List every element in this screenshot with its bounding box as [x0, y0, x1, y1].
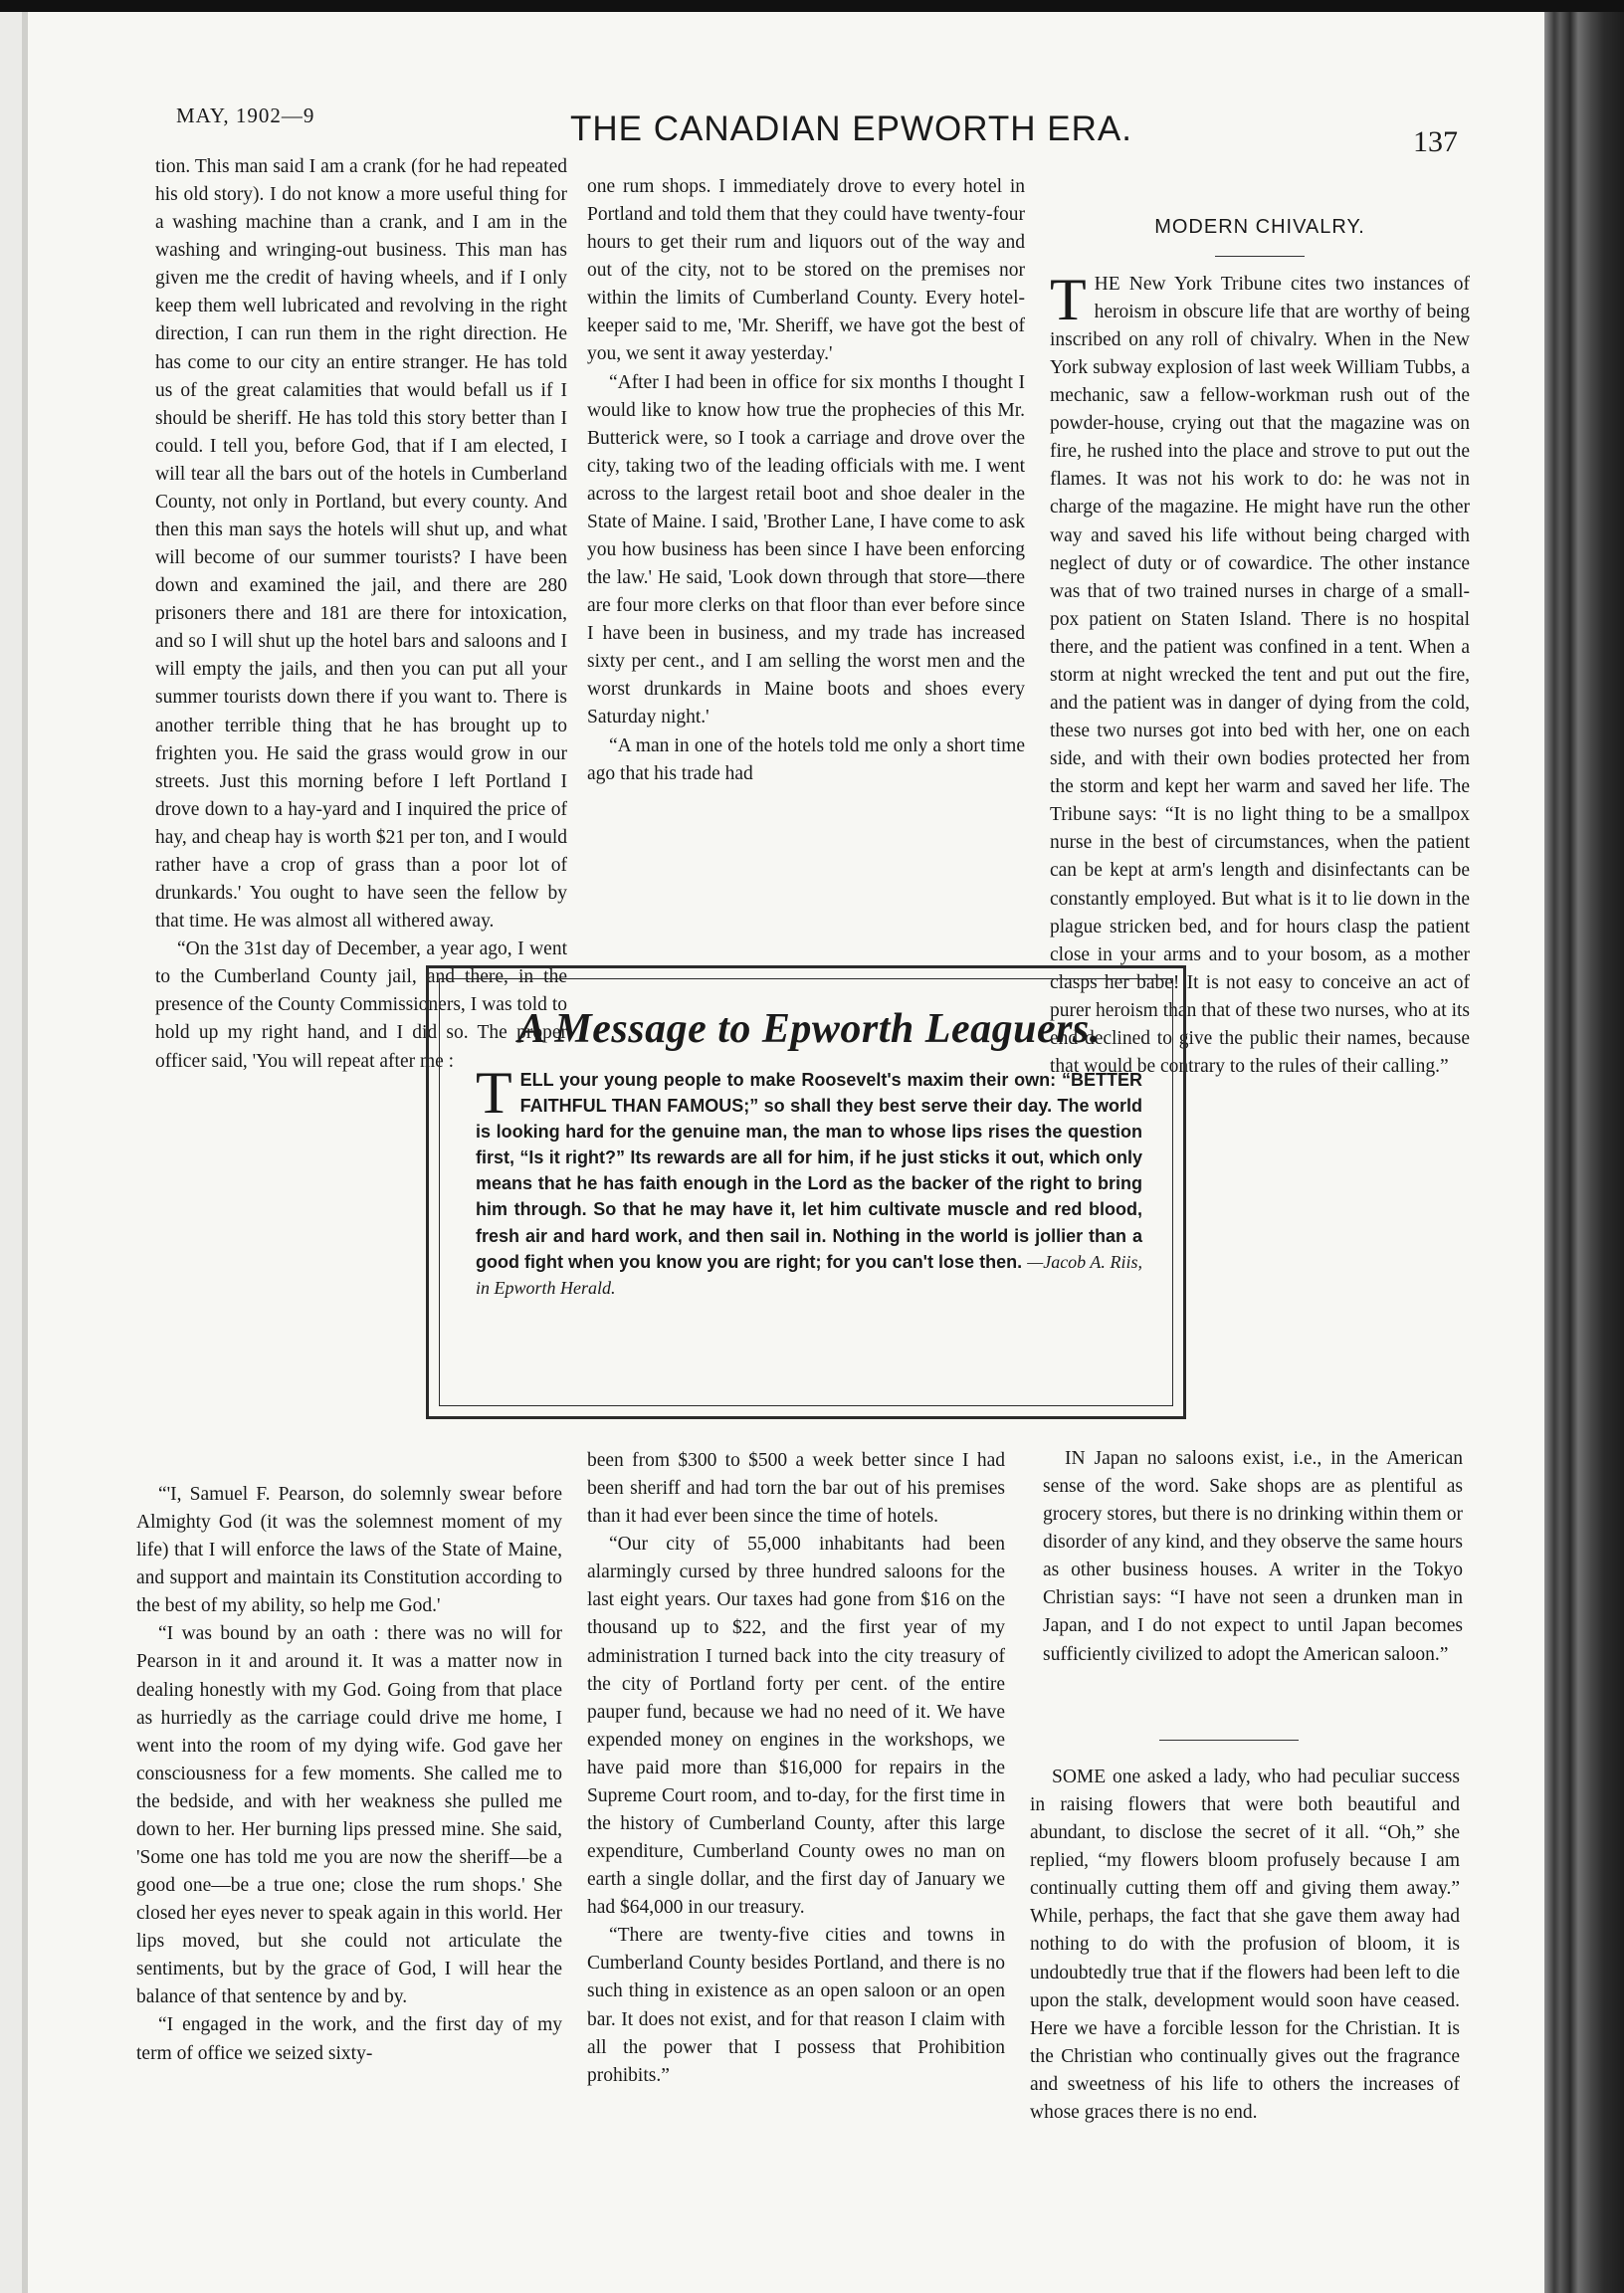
- paragraph: “There are twenty-five cities and towns in Cumberland County besides Portland, and there is no such thing in existence as an open saloon or an open bar. It does not exist, and for that reason I claim with all the power that I possess that Prohibition prohibits.”: [587, 1925, 1005, 2086]
- drop-cap: T: [1050, 266, 1087, 332]
- column-3-flowers-note: [1030, 1764, 1460, 2127]
- drop-cap: T: [476, 1060, 512, 1126]
- column-1-top: [155, 153, 567, 1076]
- paragraph: SOME one asked a lady, who had peculiar success in raising flowers that were both beautiful and abundant, to disclose the secret of it all. “Oh,” she replied, “my flowers bloom profusely because I am continually cutting them off and giving them away.” While, perhaps, the fact that she gave them away had nothing to do with the profusion of bloom, it is undoubtedly true that if the flowers had been left to die upon the stalk, development would soon have ceased. Here we have a forcible lesson for the Christian. It is the Christian who continually gives out the fragrance and sweetness of his life to others the increases of whose graces there is no end.: [1030, 1767, 1460, 2123]
- paragraph: “A man in one of the hotels told me only a short time ago that his trade had: [587, 734, 1025, 784]
- paragraph: tion. This man said I am a crank (for he had repeated his old story). I do not know a more useful thing for a washing machine than a crank, and I am in the washing and wringing-out business. This man has given me the credit of having wheels, and if I only keep them well lubricated and revolving in the right direction, I can run them in the right direction. He has come to our city an entire stranger. He has told us of the great calamities that would befall us if I should be sheriff. He has told this story better than I could. I tell you, before God, that if I am elected, I will tear all the bars out of the hotels in Cumberland County, not only in Portland, but every county. And then this man says the hotels will shut up, and what will become of our summer tourists? I have been down and examined the jail, and there are 280 prisoners there and 181 are there for intoxication, and so I will shut up the hotel bars and saloons and I will empty the jails, and then you can put all your summer tourists down there if you want to. There is another terrible thing that he has brought up to frighten you. He said the grass would grow in our streets. Just this morning before I left Portland I drove down to a hay-yard and I inquired the price of hay, and cheap hay is worth $21 per ton, and I would rather have a crop of grass than a poor lot of drunkards.' You ought to have seen the fellow by that time. He was almost all withered away.: [155, 156, 567, 933]
- page-left-edge: [22, 12, 28, 2293]
- paragraph-text: HE New York Tribune cites two instances of heroism in obscure life that are worthy of being inscribed on any roll of chivalry. When in the New York subway explosion of last week William Tubbs, a mechanic, saw a fellow-workman rush out of the powder-house, crying out that the magazine was on fire, he rushed into the place and strove to put out the flames. It was not his work to do: he was not in charge of the magazine. He might have run the other way and saved his life without being charged with neglect of duty or of cowardice. The other instance was that of two trained nurses in charge of a small-pox patient on Staten Island. There is no hospital there, and the patient was confined in a tent. When a storm at night wrecked the tent and put out the fire, and the patient was in danger of dying from the cold, these two nurses got into bed with her, one on each side, and with their own bodies protected her from the storm and kept her warm and saved her life. The Tribune says: “It is no light thing to be a smallpox nurse in the best of circumstances, when the patient can be kept at arm's length and disinfectants can be constantly employed. But what is it to lie down in the plague stricken bed, and for hours clasp the patient close in your arms and to your bosom, as a mother clasps her babe! It is not easy to conceive an act of purer heroism than that of these two nurses, who at its end declined to give the public their names, because that would be contrary to the rules of their calling.”: [1050, 273, 1470, 1077]
- page-number: 137: [1413, 125, 1458, 158]
- boxed-message-inner: [439, 978, 1173, 1406]
- paragraph: [1050, 266, 1470, 1081]
- paragraph: “On the 31st day of December, a year ago, I went to the Cumberland County jail, and there, in the presence of the County Commissioners, I was told to hold up my right hand, and I did so. The proper officer said, 'You will repeat after me :: [155, 938, 567, 1072]
- book-binding: [1544, 12, 1624, 2293]
- column-1-bottom: [136, 1481, 562, 2068]
- paragraph: “I engaged in the work, and the first day of my term of office we seized sixty-: [136, 2014, 562, 2064]
- column-2-top: [587, 173, 1025, 788]
- heading-rule: [1215, 256, 1305, 257]
- column-2-bottom: [587, 1447, 1005, 2090]
- boxed-message: [426, 965, 1186, 1419]
- column-3-japan-note: [1043, 1445, 1463, 1669]
- paragraph: “Our city of 55,000 inhabitants had been alarmingly cursed by three hundred saloons for the last eight years. Our taxes had gone from $16 on the thousand up to $22, and the first year of my administration I turned back into the city treasury of the city of Portland forty per cent. of the entire pauper fund, because we had no need of it. We have expended money on engines in the workshops, we have paid more than $16,000 for repairs in the Supreme Court room, and to-day, for the first time in the history of Cumberland County, after this large expenditure, Cumberland County owes no man on earth a single dollar, and the first day of January we had $64,000 in our treasury.: [587, 1534, 1005, 1919]
- journal-title: THE CANADIAN EPWORTH ERA.: [570, 109, 1132, 148]
- paragraph: one rum shops. I immediately drove to every hotel in Portland and told them that they could have twenty-four hours to get their rum and liquors out of the way and out of the city, not to be stored on the premises nor within the limits of Cumberland County. Every hotel-keeper said to me, 'Mr. Sheriff, we have got the best of you, we sent it away yesterday.': [587, 176, 1025, 365]
- boxed-message-title: A Message to Epworth Leaguers.: [517, 1006, 1101, 1052]
- paragraph: “'I, Samuel F. Pearson, do solemnly swear before Almighty God (it was the solemnest moment of my life) that I will enforce the laws of the State of Maine, and support and maintain its Constitution according to the best of my ability, so help me God.': [136, 1484, 562, 1617]
- paragraph: “After I had been in office for six months I thought I would like to know how true the prophecies of this Mr. Butterick were, so I took a carriage and drove over the city, taking two of the leading officials with me. I went across to the largest retail boot and shoe dealer in the State of Maine. I said, 'Brother Lane, I have come to ask you how business has been since I have been enforcing the law.' He said, 'Look down through that store—there are four more clerks on that floor than ever before since I have been in business, and my trade has increased sixty per cent., and I am selling the worst men and the worst drunkards in Maine boots and shoes every Saturday night.': [587, 371, 1025, 729]
- scan-top-bar: [0, 0, 1624, 12]
- boxed-message-source: —Jacob A. Riis, in Epworth Herald.: [476, 1251, 1142, 1298]
- paragraph: been from $300 to $500 a week better since I had been sheriff and had torn the bar out of his premises than it had ever been since the time of hotels.: [587, 1450, 1005, 1528]
- paragraph: “I was bound by an oath : there was no will for Pearson in it and around it. It was a matter now in dealing honestly with my God. Going from that place as hurriedly as the carriage could drive me home, I went into the room of my dying wife. God gave her consciousness for a few moments. She called me to the bedside, and with her weakness she pulled me down to her. Her burning lips pressed mine. She said, 'Some one has told me you are now the sheriff—be a good one—be a true one; close the rum shops.' She closed her eyes never to speak again in this world. Her lips moved, but she could not articulate the sentiments, but by the grace of God, I will hear the balance of that sentence by and by.: [136, 1623, 562, 2008]
- column-3-top: [1050, 213, 1470, 1081]
- boxed-message-body: [476, 1060, 1142, 1301]
- section-divider: [1159, 1740, 1299, 1741]
- section-heading: MODERN CHIVALRY.: [1154, 216, 1365, 238]
- paragraph: IN Japan no saloons exist, i.e., in the American sense of the word. Sake shops are as plentiful as grocery stores, but there is no drinking within them or disorder of any kind, and they observe the same hours as other business houses. A writer in the Tokyo Christian says: “I have not seen a drunken man in Japan, and I do not expect to until Japan becomes sufficiently civilized to adopt the American saloon.”: [1043, 1448, 1463, 1665]
- boxed-message-text: ELL your young people to make Roosevelt's maxim their own: “BETTER FAITHFUL THAN FAMOUS;” so shall they best serve their day. The world is looking hard for the genuine man, the man to whose lips rises the question first, “Is it right?” Its rewards are all for him, if he just sticks it out, which only means that he has faith enough in the Lord as the backer of the right to bring him through. So that he may have it, let him cultivate muscle and red blood, fresh air and hard work, and then sail in. Nothing in the world is jollier than a good fight when you know you are right; for you can't lose then.: [476, 1070, 1142, 1272]
- issue-date: MAY, 1902—9: [176, 104, 315, 127]
